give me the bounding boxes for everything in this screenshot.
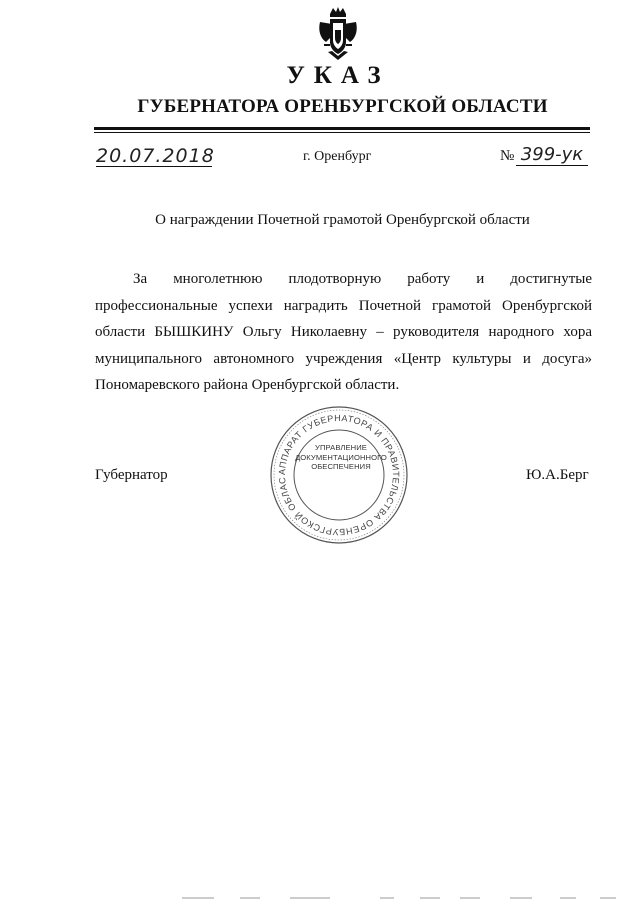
decree-number-label: № [500, 148, 515, 164]
decree-body: За многолетнюю плодотворную работу и достигнутые профессиональные успехи наградить Почетной грамотой Оренбургской области БЫШКИНУ Ольгу Николаевну – руководителя народного хора муниципального автономного учреждения «Центр культуры и досуга» Пономаревского района Оренбургской области. [95, 271, 592, 393]
decree-date: 20.07.2018 [96, 145, 215, 167]
decree-city: г. Оренбург [303, 149, 372, 164]
issuer-title: ГУБЕРНАТОРА ОРЕНБУРГСКОЙ ОБЛАСТИ [137, 96, 548, 117]
decree-number: 399-ук [516, 145, 588, 166]
coat-of-arms-icon [316, 6, 360, 62]
stamp-line-3: ОБЕСПЕЧЕНИЯ [311, 462, 371, 471]
signatory-role: Губернатор [95, 467, 168, 483]
stamp-seal-icon [268, 404, 410, 546]
document-type-title: УКАЗ [286, 62, 390, 89]
decree-subject: О награждении Почетной грамотой Оренбургской области [155, 212, 530, 228]
stamp-center-text [287, 443, 395, 472]
scan-artifact-marks [180, 896, 620, 900]
stamp-line-1: УПРАВЛЕНИЕ [315, 443, 367, 452]
stamp-line-2: ДОКУМЕНТАЦИОННОГО [295, 452, 387, 462]
header-divider-thin [94, 132, 590, 133]
signatory-name: Ю.А.Берг [526, 467, 589, 483]
header-divider-thick [94, 127, 590, 130]
official-stamp [268, 404, 410, 546]
stamp-ring-text: АППАРАТ ГУБЕРНАТОРА И ПРАВИТЕЛЬСТВА ОРЕНБУРГСКОЙ ОБЛАС [276, 412, 402, 538]
